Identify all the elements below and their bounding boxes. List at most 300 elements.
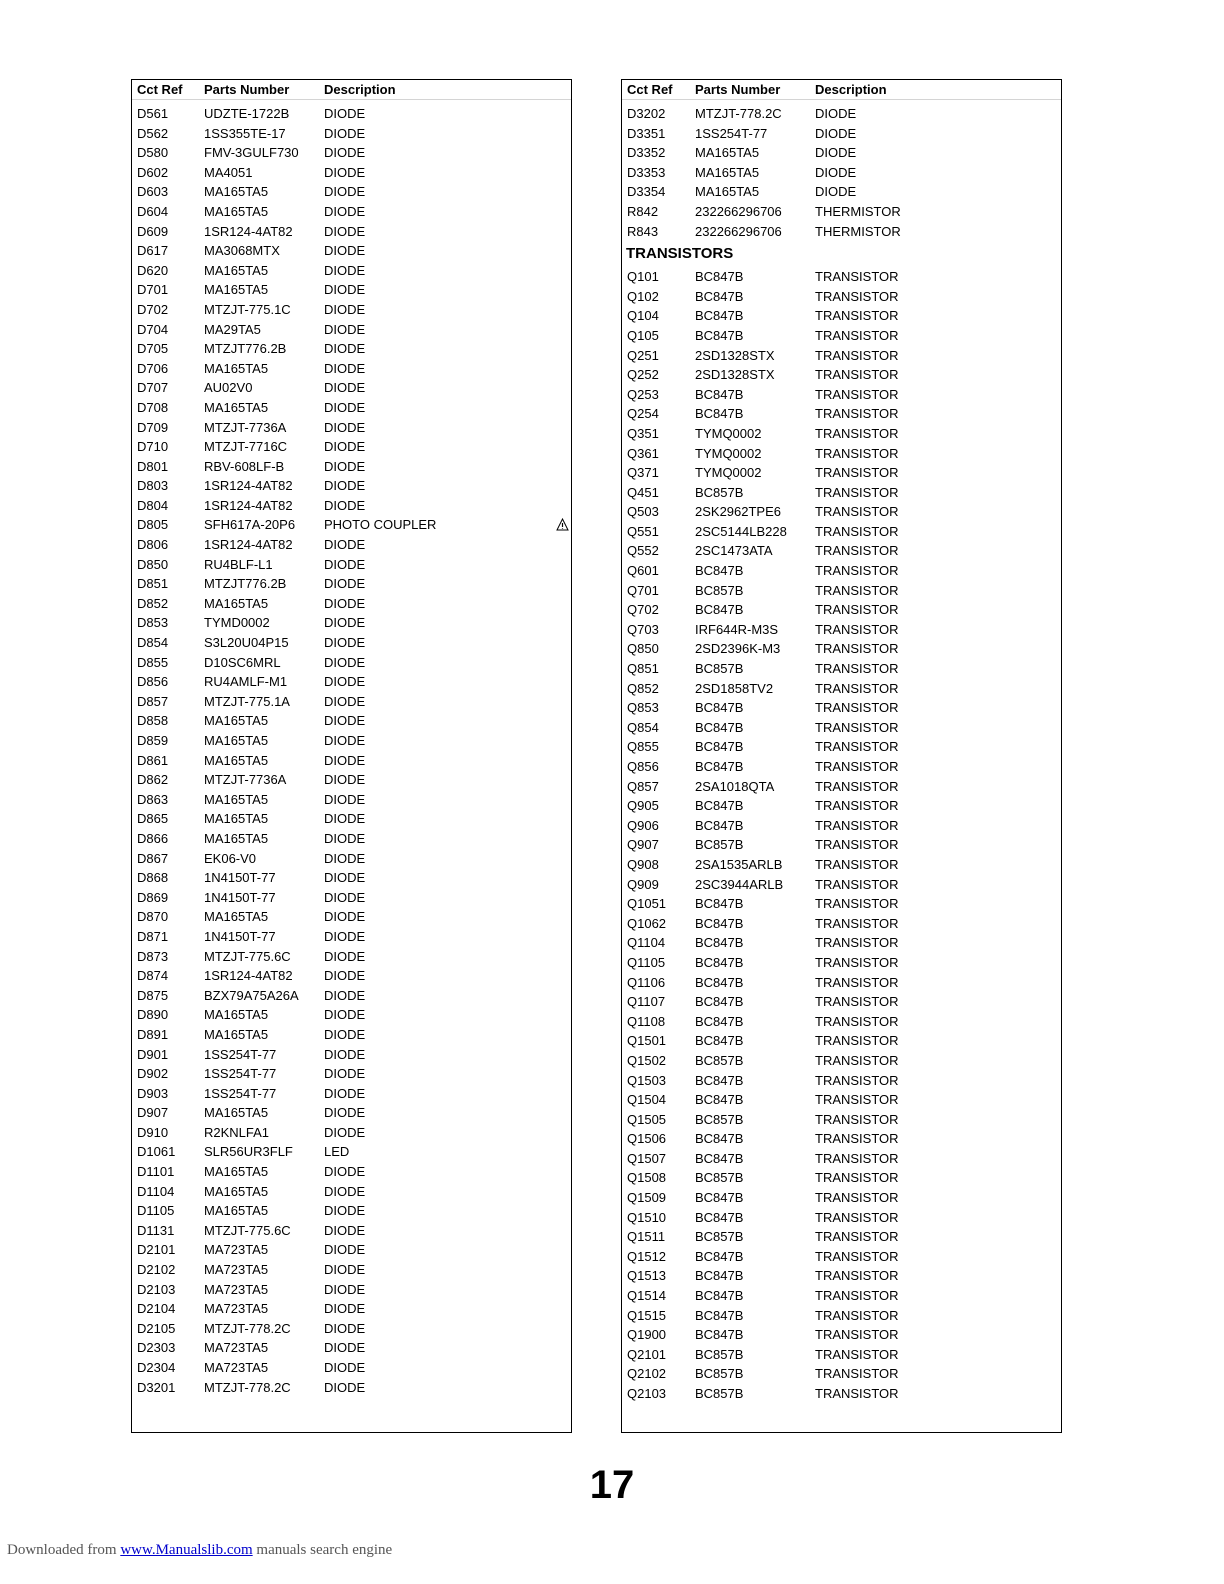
cct-ref-cell: D604: [137, 203, 169, 219]
table-row: [622, 385, 1061, 405]
parts-number-cell: MA165TA5: [204, 1164, 269, 1180]
parts-number-cell: MA723TA5: [204, 1262, 269, 1278]
parts-number-cell: BC847B: [695, 1131, 744, 1147]
table-row: [622, 1129, 1061, 1149]
description-cell: TRANSISTOR: [815, 1307, 899, 1323]
description-cell: DIODE: [324, 1262, 366, 1278]
table-row: [622, 679, 1061, 699]
table-row: [622, 698, 1061, 718]
cct-ref-cell: D874: [137, 968, 169, 984]
description-cell: DIODE: [324, 380, 366, 396]
cct-ref-cell: Q1512: [627, 1248, 667, 1264]
cct-ref-cell: D1061: [137, 1144, 176, 1160]
table-row: [132, 476, 571, 496]
description-cell: DIODE: [324, 1105, 366, 1121]
right-table-rows: [622, 104, 1061, 1404]
cct-ref-cell: D801: [137, 458, 169, 474]
cct-ref-cell: D704: [137, 321, 169, 337]
cct-ref-cell: Q451: [627, 484, 659, 500]
description-cell: TRANSISTOR: [815, 1092, 899, 1108]
table-row: [132, 300, 571, 320]
parts-number-cell: BC847B: [695, 1327, 744, 1343]
cct-ref-cell: D851: [137, 576, 169, 592]
parts-number-cell: MTZJT-7716C: [204, 439, 288, 455]
description-cell: TRANSISTOR: [815, 602, 899, 618]
description-cell: DIODE: [324, 262, 366, 278]
description-cell: TRANSISTOR: [815, 915, 899, 931]
parts-number-cell: BC847B: [695, 602, 744, 618]
cct-ref-cell: D891: [137, 1026, 169, 1042]
header-description: Description: [815, 82, 887, 97]
description-cell: DIODE: [324, 674, 366, 690]
table-row: [132, 1240, 571, 1260]
cct-ref-cell: D852: [137, 595, 169, 611]
parts-number-cell: BC847B: [695, 974, 744, 990]
cct-ref-cell: D3354: [627, 184, 666, 200]
table-row: [622, 444, 1061, 464]
description-cell: TRANSISTOR: [815, 484, 899, 500]
cct-ref-cell: D3352: [627, 145, 666, 161]
parts-number-cell: MA723TA5: [204, 1242, 269, 1258]
description-cell: TRANSISTOR: [815, 700, 899, 716]
parts-number-cell: MA165TA5: [204, 811, 269, 827]
cct-ref-cell: Q503: [627, 504, 659, 520]
cct-ref-cell: Q252: [627, 367, 659, 383]
table-row: [132, 457, 571, 477]
table-row: [132, 594, 571, 614]
cct-ref-cell: D865: [137, 811, 169, 827]
table-row: [132, 947, 571, 967]
description-cell: TRANSISTOR: [815, 856, 899, 872]
cct-ref-cell: Q1062: [627, 915, 667, 931]
description-cell: TRANSISTOR: [815, 1386, 899, 1401]
description-cell: TRANSISTOR: [815, 1268, 899, 1284]
table-row: [622, 1188, 1061, 1208]
parts-number-cell: BC847B: [695, 1150, 744, 1166]
cct-ref-cell: D873: [137, 948, 169, 964]
description-cell: DIODE: [324, 733, 366, 748]
cct-ref-cell: D701: [137, 282, 169, 298]
table-row: [622, 522, 1061, 542]
cct-ref-cell: D707: [137, 380, 169, 396]
cct-ref-cell: D870: [137, 909, 169, 925]
table-row: [132, 1005, 571, 1025]
parts-number-cell: R2KNLFA1: [204, 1124, 270, 1140]
cct-ref-cell: Q905: [627, 798, 659, 814]
table-row: [132, 653, 571, 673]
parts-number-cell: IRF644R-M3S: [695, 621, 779, 637]
table-row: [622, 737, 1061, 757]
cct-ref-cell: Q102: [627, 288, 659, 304]
cct-ref-cell: Q702: [627, 602, 659, 618]
parts-number-cell: BC847B: [695, 700, 744, 716]
table-row: [622, 835, 1061, 855]
parts-number-cell: MTZJT-778.2C: [695, 106, 782, 121]
description-cell: TRANSISTOR: [815, 876, 899, 892]
description-cell: DIODE: [324, 439, 366, 455]
parts-number-cell: BC847B: [695, 719, 744, 735]
parts-number-cell: TYMD0002: [204, 615, 270, 631]
description-cell: DIODE: [324, 478, 366, 494]
parts-number-cell: BC847B: [695, 1268, 744, 1284]
parts-number-cell: BC857B: [695, 582, 744, 598]
description-cell: DIODE: [324, 419, 366, 435]
parts-number-cell: 2SA1018QTA: [695, 778, 775, 794]
table-row: [622, 639, 1061, 659]
table-row: [622, 718, 1061, 738]
safety-warning-icon: [556, 518, 569, 531]
parts-number-cell: 2SA1535ARLB: [695, 856, 783, 872]
cct-ref-cell: Q852: [627, 680, 659, 696]
cct-ref-cell: Q1503: [627, 1072, 667, 1088]
table-row: [132, 613, 571, 633]
cct-ref-cell: D562: [137, 125, 169, 141]
parts-number-cell: BC857B: [695, 1346, 744, 1362]
table-row: [622, 463, 1061, 483]
table-row: [132, 633, 571, 653]
table-row: [622, 104, 1061, 124]
cct-ref-cell: D705: [137, 341, 169, 357]
description-cell: TRANSISTOR: [815, 288, 899, 304]
table-row: [622, 541, 1061, 561]
cct-ref-cell: D866: [137, 830, 169, 846]
parts-number-cell: BC847B: [695, 1013, 744, 1029]
table-row: [132, 104, 571, 124]
description-cell: DIODE: [324, 615, 366, 631]
table-row: [132, 1221, 571, 1241]
description-cell: DIODE: [324, 458, 366, 474]
cct-ref-cell: D3353: [627, 164, 666, 180]
table-row: [132, 1260, 571, 1280]
description-cell: DIODE: [324, 1222, 366, 1238]
description-cell: DIODE: [324, 713, 366, 729]
description-cell: DIODE: [324, 341, 366, 357]
description-cell: DIODE: [324, 811, 366, 827]
description-cell: DIODE: [324, 125, 366, 141]
description-cell: TRANSISTOR: [815, 1288, 899, 1304]
table-row: [622, 1266, 1061, 1286]
parts-number-cell: MA165TA5: [204, 399, 269, 415]
cct-ref-cell: Q1107: [627, 994, 666, 1010]
parts-number-cell: 1SS355TE-17: [204, 125, 286, 141]
cct-ref-cell: D805: [137, 517, 169, 533]
cct-ref-cell: D868: [137, 870, 169, 886]
description-cell: TRANSISTOR: [815, 445, 899, 461]
parts-number-cell: 1SS254T-77: [204, 1085, 277, 1101]
cct-ref-cell: D706: [137, 360, 169, 376]
cct-ref-cell: D854: [137, 635, 169, 651]
parts-number-cell: 1SS254T-77: [204, 1046, 277, 1062]
parts-number-cell: BC857B: [695, 1170, 744, 1186]
parts-number-cell: MA165TA5: [204, 262, 269, 278]
table-row: [622, 1071, 1061, 1091]
description-cell: DIODE: [324, 1085, 366, 1101]
table-row: [132, 829, 571, 849]
cct-ref-cell: Q850: [627, 641, 659, 657]
description-cell: DIODE: [324, 164, 366, 180]
parts-number-cell: BC847B: [695, 935, 744, 951]
parts-number-cell: MTZJT-775.6C: [204, 1222, 291, 1238]
table-row: [132, 378, 571, 398]
parts-number-cell: BC857B: [695, 484, 744, 500]
parts-number-cell: MA723TA5: [204, 1281, 269, 1297]
table-row: [132, 672, 571, 692]
table-row: [622, 1051, 1061, 1071]
table-row: [132, 927, 571, 947]
description-cell: LED: [324, 1144, 350, 1160]
description-cell: DIODE: [324, 321, 366, 337]
description-cell: DIODE: [324, 948, 366, 964]
parts-number-cell: TYMQ0002: [695, 425, 762, 441]
table-row: [622, 777, 1061, 797]
description-cell: TRANSISTOR: [815, 1131, 899, 1147]
parts-number-cell: BC847B: [695, 308, 744, 324]
cct-ref-cell: D859: [137, 733, 169, 748]
manualslib-link[interactable]: www.Manualslib.com: [120, 1542, 253, 1558]
parts-number-cell: BC847B: [695, 994, 744, 1010]
table-row: [622, 1364, 1061, 1384]
cct-ref-cell: Q855: [627, 739, 659, 755]
header-cct-ref: Cct Ref: [137, 82, 183, 97]
cct-ref-cell: Q1108: [627, 1013, 666, 1029]
cct-ref-cell: D910: [137, 1124, 169, 1140]
cct-ref-cell: Q1504: [627, 1092, 667, 1108]
cct-ref-cell: Q1104: [627, 935, 666, 951]
cct-ref-cell: Q1505: [627, 1111, 667, 1127]
cct-ref-cell: D2303: [137, 1340, 176, 1356]
parts-number-cell: MA4051: [204, 164, 253, 180]
parts-number-cell: 1N4150T-77: [204, 870, 276, 886]
description-cell: DIODE: [815, 106, 857, 121]
parts-number-cell: BC847B: [695, 1248, 744, 1264]
description-cell: DIODE: [324, 1379, 366, 1395]
table-row: [132, 1064, 571, 1084]
parts-number-cell: MA165TA5: [204, 752, 269, 768]
table-row: [622, 1306, 1061, 1326]
parts-number-cell: BC857B: [695, 1386, 744, 1401]
description-cell: TRANSISTOR: [815, 1229, 899, 1245]
description-cell: DIODE: [324, 301, 366, 317]
parts-number-cell: EK06-V0: [204, 850, 257, 866]
parts-number-cell: 1SR124-4AT82: [204, 537, 293, 553]
parts-number-cell: MA165TA5: [204, 1203, 269, 1219]
description-cell: DIODE: [815, 164, 857, 180]
table-row: [132, 849, 571, 869]
parts-number-cell: FMV-3GULF730: [204, 145, 299, 161]
table-row: [622, 1384, 1061, 1404]
parts-number-cell: BC847B: [695, 386, 744, 402]
cct-ref-cell: Q1900: [627, 1327, 667, 1343]
table-row: [622, 1012, 1061, 1032]
table-row: [132, 202, 571, 222]
table-row: [622, 953, 1061, 973]
table-row: [132, 261, 571, 281]
table-row: [622, 1247, 1061, 1267]
table-row: [132, 888, 571, 908]
parts-number-cell: BC847B: [695, 1072, 744, 1088]
description-cell: TRANSISTOR: [815, 1346, 899, 1362]
cct-ref-cell: R843: [627, 223, 659, 239]
description-cell: TRANSISTOR: [815, 543, 899, 559]
table-row: [622, 1090, 1061, 1110]
cct-ref-cell: D907: [137, 1105, 169, 1121]
table-row: [622, 404, 1061, 424]
cct-ref-cell: D702: [137, 301, 169, 317]
description-cell: TRANSISTOR: [815, 661, 899, 677]
table-row: [622, 287, 1061, 307]
cct-ref-cell: D858: [137, 713, 169, 729]
cct-ref-cell: Q857: [627, 778, 659, 794]
cct-ref-cell: D2101: [137, 1242, 176, 1258]
cct-ref-cell: D861: [137, 752, 169, 768]
description-cell: TRANSISTOR: [815, 837, 899, 853]
description-cell: DIODE: [324, 537, 366, 553]
parts-number-cell: BC857B: [695, 1366, 744, 1382]
table-row: [132, 1025, 571, 1045]
cct-ref-cell: D2304: [137, 1360, 176, 1375]
cct-ref-cell: Q601: [627, 563, 659, 579]
description-cell: DIODE: [324, 1340, 366, 1356]
parts-number-cell: 1SS254T-77: [204, 1066, 277, 1082]
table-header: [622, 80, 1061, 100]
parts-number-cell: S3L20U04P15: [204, 635, 289, 651]
parts-number-cell: BC847B: [695, 896, 744, 912]
parts-number-cell: 232266296706: [695, 203, 782, 219]
cct-ref-cell: D2104: [137, 1301, 176, 1317]
description-cell: TRANSISTOR: [815, 465, 899, 481]
description-cell: TRANSISTOR: [815, 1013, 899, 1029]
description-cell: DIODE: [324, 1066, 366, 1082]
description-cell: TRANSISTOR: [815, 1209, 899, 1225]
right-parts-table: [621, 79, 1062, 1433]
description-cell: DIODE: [324, 399, 366, 415]
cct-ref-cell: Q856: [627, 759, 659, 774]
parts-number-cell: MA723TA5: [204, 1301, 269, 1317]
right-rows-bottom: [622, 267, 1061, 1403]
table-row: [132, 1182, 571, 1202]
description-cell: TRANSISTOR: [815, 1150, 899, 1166]
description-cell: TRANSISTOR: [815, 1111, 899, 1127]
cct-ref-cell: Q371: [627, 465, 659, 481]
description-cell: TRANSISTOR: [815, 680, 899, 696]
cct-ref-cell: Q1501: [627, 1033, 667, 1049]
description-cell: DIODE: [324, 360, 366, 376]
description-cell: TRANSISTOR: [815, 641, 899, 657]
description-cell: DIODE: [324, 928, 366, 944]
description-cell: TRANSISTOR: [815, 523, 899, 539]
description-cell: DIODE: [324, 850, 366, 866]
parts-number-cell: MA165TA5: [204, 595, 269, 611]
parts-number-cell: 232266296706: [695, 223, 782, 239]
table-row: [622, 124, 1061, 144]
parts-number-cell: BC847B: [695, 1288, 744, 1304]
cct-ref-cell: D3201: [137, 1379, 176, 1395]
table-row: [132, 1319, 571, 1339]
parts-number-cell: MTZJT-775.1A: [204, 693, 290, 709]
cct-ref-cell: Q701: [627, 582, 659, 598]
table-row: [132, 418, 571, 438]
footer: [7, 1542, 392, 1559]
cct-ref-cell: D2105: [137, 1320, 176, 1336]
cct-ref-cell: D3351: [627, 125, 666, 141]
cct-ref-cell: Q361: [627, 445, 659, 461]
table-row: [622, 424, 1061, 444]
parts-number-cell: MTZJT-778.2C: [204, 1320, 291, 1336]
parts-number-cell: BC857B: [695, 837, 744, 853]
cct-ref-cell: D806: [137, 537, 169, 553]
cct-ref-cell: Q1506: [627, 1131, 667, 1147]
description-cell: DIODE: [815, 184, 857, 200]
table-row: [132, 143, 571, 163]
table-row: [622, 992, 1061, 1012]
table-row: [622, 267, 1061, 287]
cct-ref-cell: D890: [137, 1007, 169, 1023]
table-row: [622, 1345, 1061, 1365]
description-cell: TRANSISTOR: [815, 974, 899, 990]
table-row: [622, 202, 1061, 222]
table-row: [132, 1201, 571, 1221]
table-row: [132, 182, 571, 202]
table-row: [132, 515, 571, 535]
parts-number-cell: BC857B: [695, 1111, 744, 1127]
table-row: [622, 659, 1061, 679]
cct-ref-cell: D1105: [137, 1203, 175, 1219]
table-row: [132, 907, 571, 927]
table-row: [622, 620, 1061, 640]
cct-ref-cell: Q105: [627, 327, 659, 343]
description-cell: DIODE: [324, 1026, 366, 1042]
table-row: [132, 809, 571, 829]
cct-ref-cell: Q351: [627, 425, 659, 441]
description-cell: DIODE: [324, 1164, 366, 1180]
table-row: [622, 1168, 1061, 1188]
cct-ref-cell: D869: [137, 889, 169, 905]
parts-number-cell: BZX79A75A26A: [204, 987, 299, 1003]
parts-number-cell: 2SD1328STX: [695, 347, 775, 363]
table-row: [132, 692, 571, 712]
table-row: [132, 124, 571, 144]
parts-number-cell: MA165TA5: [204, 1026, 269, 1042]
description-cell: DIODE: [324, 556, 366, 572]
parts-number-cell: BC847B: [695, 1033, 744, 1049]
footer-prefix: Downloaded from: [7, 1542, 117, 1558]
parts-number-cell: MA723TA5: [204, 1360, 269, 1375]
table-row: [132, 966, 571, 986]
table-row: [622, 483, 1061, 503]
description-cell: DIODE: [815, 125, 857, 141]
cct-ref-cell: D710: [137, 439, 169, 455]
cct-ref-cell: D609: [137, 223, 169, 239]
description-cell: TRANSISTOR: [815, 582, 899, 598]
parts-number-cell: MTZJT-7736A: [204, 419, 287, 435]
cct-ref-cell: D2102: [137, 1262, 176, 1278]
table-row: [622, 894, 1061, 914]
description-cell: TRANSISTOR: [815, 367, 899, 383]
parts-number-cell: BC847B: [695, 1092, 744, 1108]
description-cell: TRANSISTOR: [815, 1052, 899, 1068]
table-row: [132, 1358, 571, 1378]
cct-ref-cell: D620: [137, 262, 169, 278]
parts-number-cell: BC847B: [695, 817, 744, 833]
description-cell: DIODE: [324, 830, 366, 846]
parts-number-cell: 1SR124-4AT82: [204, 478, 293, 494]
cct-ref-cell: D603: [137, 184, 169, 200]
cct-ref-cell: Q1105: [627, 954, 666, 970]
description-cell: DIODE: [324, 1242, 366, 1258]
table-row: [132, 535, 571, 555]
description-cell: DIODE: [324, 889, 366, 905]
parts-number-cell: BC857B: [695, 1229, 744, 1245]
